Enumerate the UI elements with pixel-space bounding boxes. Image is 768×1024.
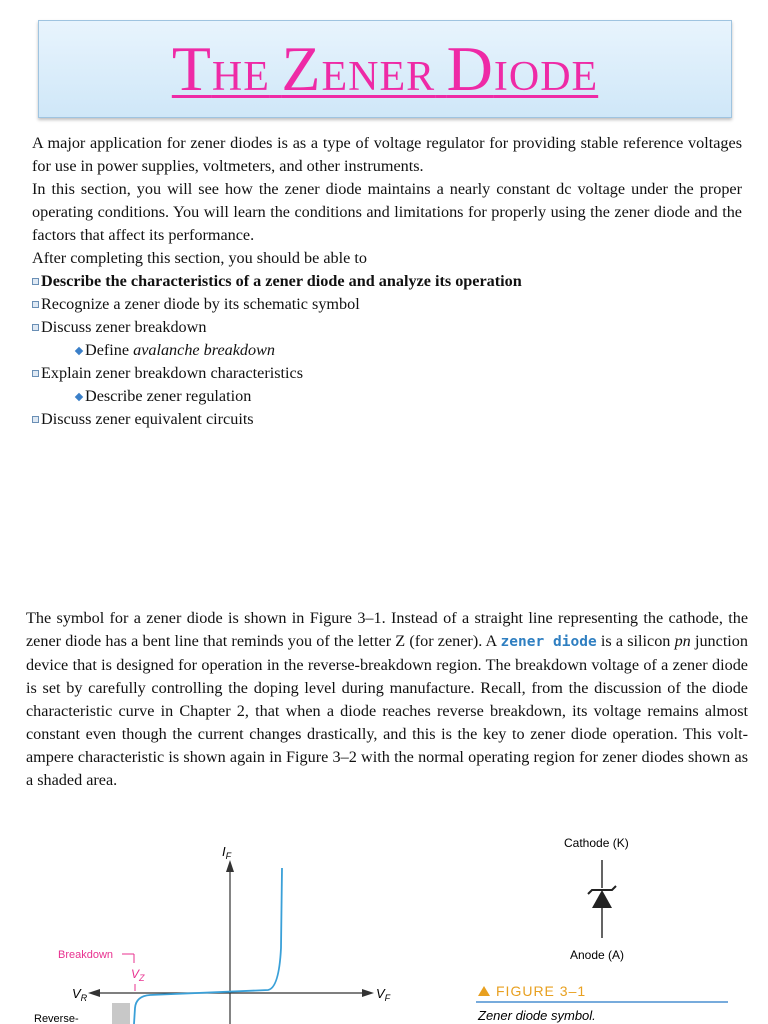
zener-diode-icon (592, 890, 612, 908)
operating-region-shade (112, 1003, 130, 1024)
title-rest-iode: IODE (493, 54, 599, 100)
vi-characteristic-figure (0, 838, 440, 1024)
objective-item: Discuss zener equivalent circuits (32, 408, 742, 431)
vi-curve (134, 868, 282, 1024)
intro-section (32, 132, 742, 431)
title-initial-d: D (446, 33, 494, 104)
square-bullet-icon (32, 370, 39, 377)
if-axis-label: $I_F$ (222, 844, 232, 861)
title-rest-ener: ENER (321, 54, 436, 100)
title-initial-z: Z (281, 33, 322, 104)
square-bullet-icon (32, 278, 39, 285)
objective-item: Discuss zener breakdown (32, 316, 742, 339)
anode-label: Anode (A) (570, 948, 625, 962)
page-title (172, 32, 598, 106)
objective-item: Describe the characteristics of a zener diode and analyze its operation (32, 270, 742, 293)
title-initial-t: T (171, 33, 212, 104)
square-bullet-icon (32, 416, 39, 423)
diamond-bullet-icon (75, 347, 83, 355)
objective-subitem: Define avalanche breakdown (32, 339, 742, 362)
reverse-label: Reverse- (34, 1013, 79, 1024)
vz-label: $V_Z$ (131, 967, 145, 983)
figure-number: FIGURE 3–1 (496, 983, 587, 999)
breakdown-label: Breakdown (58, 949, 114, 961)
zener-diode-keyword: zener diode (500, 634, 597, 650)
intro-paragraph-1: A major application for zener diodes is as a type of voltage regulator for providing stable reference voltages for use in power supplies, voltmeters, and other instruments. (32, 134, 742, 175)
zener-symbol-figure (460, 830, 760, 1024)
diamond-bullet-icon (75, 393, 83, 401)
intro-paragraph-2: In this section, you will see how the zener diode maintains a nearly constant dc voltage under the proper operating conditions. You will learn the conditions and limitations for properly using the zener diode and the factors that affect its performance. (32, 180, 742, 244)
objective-item: Explain zener breakdown characteristics (32, 362, 742, 385)
cathode-label: Cathode (K) (564, 836, 629, 850)
if-axis-arrow-icon (226, 860, 234, 872)
vr-axis-label: $V_R$ (72, 986, 88, 1003)
objective-subitem: Describe zener regulation (32, 385, 742, 408)
title-rest-he: HE (211, 54, 270, 100)
figure-caption: Zener diode symbol. (478, 1008, 596, 1023)
vr-axis-arrow-icon (88, 989, 100, 997)
vf-axis-label: $V_F$ (376, 986, 391, 1003)
intro-paragraph-3: After completing this section, you should be able to (32, 249, 367, 267)
square-bullet-icon (32, 324, 39, 331)
objective-item: Recognize a zener diode by its schematic symbol (32, 293, 742, 316)
vf-axis-arrow-icon (362, 989, 374, 997)
title-banner (38, 20, 732, 118)
figure-tag-icon (478, 986, 490, 996)
body-paragraph: The symbol for a zener diode is shown in Figure 3–1. Instead of a straight line representing the cathode, the zener diode has a bent line that reminds you of the letter Z (for zener). A zener diode is a silicon pn junction device that is designed for operation in the reverse-breakdown region. The breakdown voltage of a zener diode is set by carefully controlling the doping level during manufacture. Recall, from the discussion of the diode characteristic curve in Chapter 2, that when a diode reaches reverse breakdown, its voltage remains almost constant even though the current changes drastically, and this is the key to zener diode operation. This volt-ampere characteristic is shown again in Figure 3–2 with the normal operating region for zener diodes shown as a shaded area. (26, 609, 748, 789)
square-bullet-icon (32, 301, 39, 308)
